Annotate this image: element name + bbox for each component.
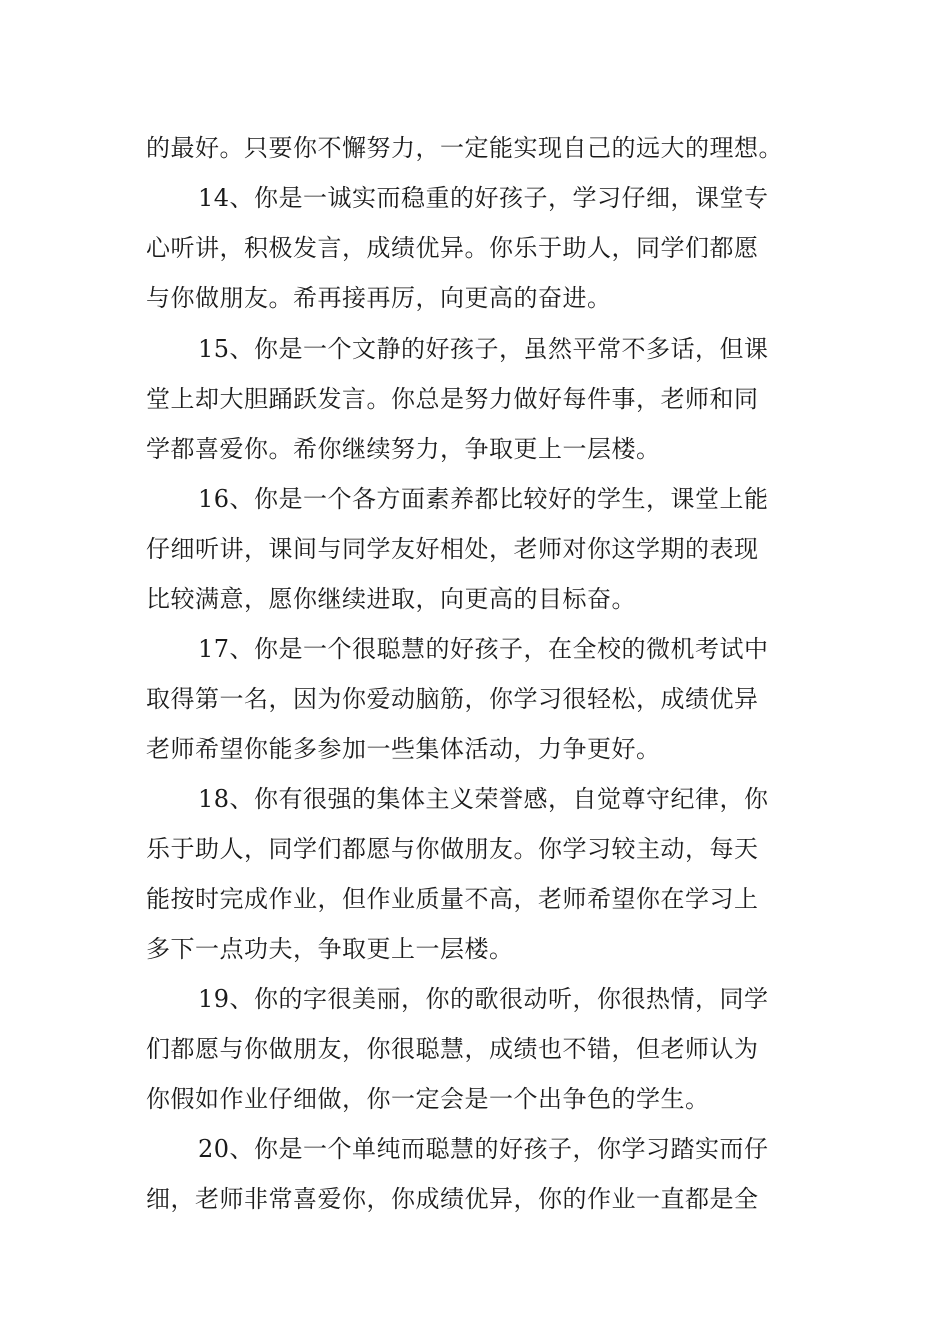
text-line: 你假如作业仔细做，你一定会是一个出争色的学生。 xyxy=(146,1085,710,1113)
text-line: 取得第一名，因为你爱动脑筋，你学习很轻松，成绩优异 xyxy=(146,685,759,713)
text-line: 仔细听讲，课间与同学友好相处，老师对你这学期的表现 xyxy=(146,535,759,563)
text-line: 们都愿与你做朋友，你很聪慧，成绩也不错，但老师认为 xyxy=(146,1035,759,1063)
paragraph-14-first-line: 14、你是一诚实而稳重的好孩子，学习仔细，课堂专 xyxy=(198,184,769,212)
paragraph-20-first-line: 20、你是一个单纯而聪慧的好孩子，你学习踏实而仔 xyxy=(198,1135,769,1163)
text-line: 细，老师非常喜爱你，你成绩优异，你的作业一直都是全 xyxy=(146,1185,759,1213)
text-line: 堂上却大胆踊跃发言。你总是努力做好每件事，老师和同 xyxy=(146,385,759,413)
paragraph-16-first-line: 16、你是一个各方面素养都比较好的学生，课堂上能 xyxy=(198,485,769,513)
text-line: 能按时完成作业，但作业质量不高，老师希望你在学习上 xyxy=(146,885,759,913)
paragraph-17-first-line: 17、你是一个很聪慧的好孩子，在全校的微机考试中 xyxy=(198,635,769,663)
text-line: 乐于助人，同学们都愿与你做朋友。你学习较主动，每天 xyxy=(146,835,759,863)
text-line: 的最好。只要你不懈努力，一定能实现自己的远大的理想。 xyxy=(146,134,783,162)
text-line: 与你做朋友。希再接再厉，向更高的奋进。 xyxy=(146,284,612,312)
paragraph-19-first-line: 19、你的字很美丽，你的歌很动听，你很热情，同学 xyxy=(198,985,769,1013)
text-line: 多下一点功夫，争取更上一层楼。 xyxy=(146,935,514,963)
text-line: 比较满意，愿你继续进取，向更高的目标奋。 xyxy=(146,585,636,613)
text-line: 学都喜爱你。希你继续努力，争取更上一层楼。 xyxy=(146,435,661,463)
paragraph-18-first-line: 18、你有很强的集体主义荣誉感，自觉尊守纪律，你 xyxy=(198,785,769,813)
text-line: 心听讲，积极发言，成绩优异。你乐于助人，同学们都愿 xyxy=(146,234,759,262)
paragraph-15-first-line: 15、你是一个文静的好孩子，虽然平常不多话，但课 xyxy=(198,335,769,363)
text-line: 老师希望你能多参加一些集体活动，力争更好。 xyxy=(146,735,661,763)
